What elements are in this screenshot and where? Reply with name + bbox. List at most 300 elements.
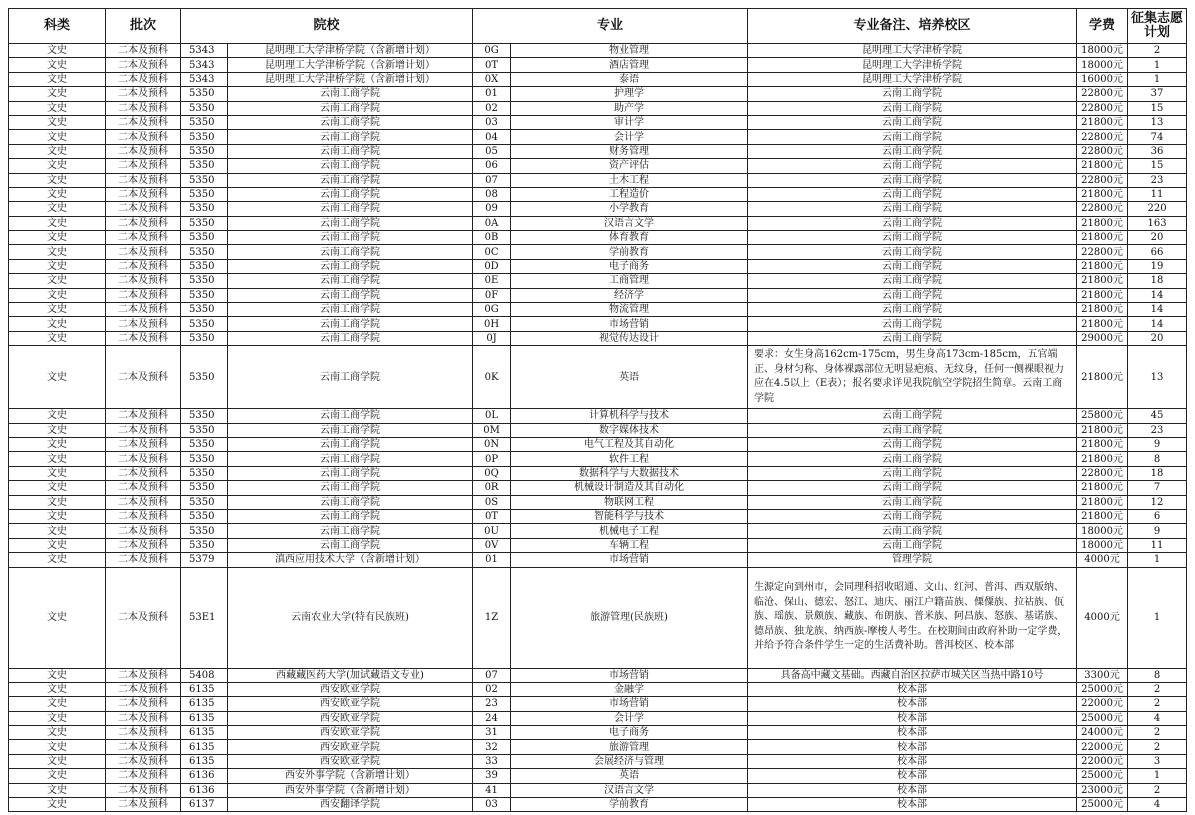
table-row	[9, 259, 1187, 273]
school-code-cell: 6135	[181, 697, 228, 711]
plan-cell: 37	[1128, 87, 1187, 101]
major-name-cell: 电气工程及其自动化	[511, 437, 748, 451]
plan-cell: 2	[1128, 783, 1187, 797]
major-name-cell: 学前教育	[511, 798, 748, 812]
school-code-cell: 5350	[181, 202, 228, 216]
major-name-cell: 助产学	[511, 101, 748, 115]
batch-cell: 二本及预科	[106, 466, 181, 480]
tuition-cell: 18000元	[1077, 538, 1128, 552]
notes-cell: 云南工商学院	[748, 481, 1077, 495]
plan-cell: 1	[1128, 58, 1187, 72]
major-name-cell: 物业管理	[511, 44, 748, 58]
plan-cell: 12	[1128, 495, 1187, 509]
header-major: 专业	[473, 9, 748, 44]
school-code-cell: 5350	[181, 538, 228, 552]
notes-cell: 云南工商学院	[748, 538, 1077, 552]
plan-cell: 15	[1128, 101, 1187, 115]
school-code-cell: 5350	[181, 245, 228, 259]
school-code-cell: 6135	[181, 682, 228, 696]
table-row	[9, 44, 1187, 58]
category-cell: 文史	[9, 754, 106, 768]
school-code-cell: 5350	[181, 130, 228, 144]
category-cell: 文史	[9, 567, 106, 668]
plan-cell: 4	[1128, 798, 1187, 812]
major-code-cell: 0Q	[473, 466, 511, 480]
school-code-cell: 5379	[181, 553, 228, 567]
header-notes: 专业备注、培养校区	[748, 9, 1077, 44]
category-cell: 文史	[9, 259, 106, 273]
category-cell: 文史	[9, 783, 106, 797]
plan-cell: 11	[1128, 187, 1187, 201]
header-row	[9, 9, 1187, 44]
school-code-cell: 5350	[181, 509, 228, 523]
major-name-cell: 市场营销	[511, 317, 748, 331]
notes-cell: 校本部	[748, 682, 1077, 696]
major-code-cell: 0G	[473, 303, 511, 317]
school-name-cell: 云南工商学院	[228, 317, 473, 331]
tuition-cell: 22000元	[1077, 754, 1128, 768]
tuition-cell: 22800元	[1077, 144, 1128, 158]
batch-cell: 二本及预科	[106, 317, 181, 331]
plan-cell: 1	[1128, 769, 1187, 783]
table-row	[9, 798, 1187, 812]
tuition-cell: 3300元	[1077, 668, 1128, 682]
tuition-cell: 21800元	[1077, 317, 1128, 331]
major-name-cell: 旅游管理	[511, 740, 748, 754]
school-name-cell: 昆明理工大学津桥学院（含新增计划）	[228, 58, 473, 72]
notes-cell: 云南工商学院	[748, 173, 1077, 187]
plan-cell: 2	[1128, 44, 1187, 58]
plan-cell: 2	[1128, 682, 1187, 696]
plan-cell: 9	[1128, 437, 1187, 451]
major-code-cell: 02	[473, 101, 511, 115]
major-code-cell: 0P	[473, 452, 511, 466]
major-name-cell: 软件工程	[511, 452, 748, 466]
batch-cell: 二本及预科	[106, 740, 181, 754]
category-cell: 文史	[9, 44, 106, 58]
category-cell: 文史	[9, 466, 106, 480]
category-cell: 文史	[9, 231, 106, 245]
notes-cell: 云南工商学院	[748, 466, 1077, 480]
table-row	[9, 87, 1187, 101]
school-code-cell: 6135	[181, 726, 228, 740]
major-code-cell: 32	[473, 740, 511, 754]
table-row	[9, 202, 1187, 216]
major-name-cell: 旅游管理(民族班)	[511, 567, 748, 668]
notes-cell: 云南工商学院	[748, 130, 1077, 144]
category-cell: 文史	[9, 524, 106, 538]
notes-cell: 校本部	[748, 754, 1077, 768]
school-name-cell: 云南工商学院	[228, 115, 473, 129]
batch-cell: 二本及预科	[106, 726, 181, 740]
tuition-cell: 21800元	[1077, 216, 1128, 230]
major-code-cell: 0H	[473, 317, 511, 331]
batch-cell: 二本及预科	[106, 173, 181, 187]
table-row	[9, 481, 1187, 495]
plan-cell: 1	[1128, 567, 1187, 668]
notes-cell: 云南工商学院	[748, 159, 1077, 173]
tuition-cell: 21800元	[1077, 115, 1128, 129]
table-row	[9, 524, 1187, 538]
school-code-cell: 6135	[181, 711, 228, 725]
major-name-cell: 汉语言文学	[511, 783, 748, 797]
tuition-cell: 21800元	[1077, 481, 1128, 495]
category-cell: 文史	[9, 452, 106, 466]
school-code-cell: 5350	[181, 437, 228, 451]
major-name-cell: 会计学	[511, 130, 748, 144]
table-row	[9, 187, 1187, 201]
batch-cell: 二本及预科	[106, 101, 181, 115]
batch-cell: 二本及预科	[106, 58, 181, 72]
plan-cell: 23	[1128, 173, 1187, 187]
major-code-cell: 0C	[473, 245, 511, 259]
enrollment-table	[8, 8, 1187, 812]
major-code-cell: 39	[473, 769, 511, 783]
table-row	[9, 231, 1187, 245]
header-batch: 批次	[106, 9, 181, 44]
notes-cell: 云南工商学院	[748, 101, 1077, 115]
school-code-cell: 5350	[181, 259, 228, 273]
school-name-cell: 西安欧亚学院	[228, 754, 473, 768]
category-cell: 文史	[9, 303, 106, 317]
notes-cell: 云南工商学院	[748, 288, 1077, 302]
plan-cell: 3	[1128, 754, 1187, 768]
batch-cell: 二本及预科	[106, 216, 181, 230]
school-code-cell: 6136	[181, 783, 228, 797]
school-name-cell: 云南工商学院	[228, 481, 473, 495]
notes-cell: 校本部	[748, 798, 1077, 812]
plan-cell: 7	[1128, 481, 1187, 495]
batch-cell: 二本及预科	[106, 115, 181, 129]
major-name-cell: 视觉传达设计	[511, 331, 748, 345]
major-code-cell: 08	[473, 187, 511, 201]
category-cell: 文史	[9, 711, 106, 725]
major-name-cell: 工商管理	[511, 274, 748, 288]
school-code-cell: 5350	[181, 346, 228, 409]
notes-cell: 云南工商学院	[748, 245, 1077, 259]
major-name-cell: 英语	[511, 346, 748, 409]
category-cell: 文史	[9, 682, 106, 696]
school-code-cell: 5343	[181, 44, 228, 58]
batch-cell: 二本及预科	[106, 481, 181, 495]
table-row	[9, 423, 1187, 437]
tuition-cell: 23000元	[1077, 783, 1128, 797]
notes-cell: 校本部	[748, 783, 1077, 797]
school-name-cell: 昆明理工大学津桥学院（含新增计划）	[228, 44, 473, 58]
table-row	[9, 668, 1187, 682]
batch-cell: 二本及预科	[106, 159, 181, 173]
major-name-cell: 物联网工程	[511, 495, 748, 509]
school-name-cell: 滇西应用技术大学（含新增计划）	[228, 553, 473, 567]
category-cell: 文史	[9, 740, 106, 754]
major-name-cell: 工程造价	[511, 187, 748, 201]
major-name-cell: 数据科学与大数据技术	[511, 466, 748, 480]
major-name-cell: 汉语言文学	[511, 216, 748, 230]
major-code-cell: 07	[473, 668, 511, 682]
school-name-cell: 云南工商学院	[228, 466, 473, 480]
major-name-cell: 金融学	[511, 682, 748, 696]
school-code-cell: 5350	[181, 317, 228, 331]
school-name-cell: 云南工商学院	[228, 101, 473, 115]
major-name-cell: 车辆工程	[511, 538, 748, 552]
category-cell: 文史	[9, 101, 106, 115]
major-code-cell: 02	[473, 682, 511, 696]
school-name-cell: 云南工商学院	[228, 288, 473, 302]
notes-cell: 云南工商学院	[748, 409, 1077, 423]
school-code-cell: 5350	[181, 524, 228, 538]
batch-cell: 二本及预科	[106, 697, 181, 711]
table-row	[9, 740, 1187, 754]
plan-cell: 20	[1128, 331, 1187, 345]
notes-cell: 校本部	[748, 726, 1077, 740]
school-code-cell: 5350	[181, 101, 228, 115]
major-code-cell: 06	[473, 159, 511, 173]
plan-cell: 19	[1128, 259, 1187, 273]
school-name-cell: 云南工商学院	[228, 173, 473, 187]
tuition-cell: 22800元	[1077, 101, 1128, 115]
tuition-cell: 18000元	[1077, 524, 1128, 538]
tuition-cell: 21800元	[1077, 423, 1128, 437]
notes-cell: 云南工商学院	[748, 202, 1077, 216]
major-code-cell: 24	[473, 711, 511, 725]
major-code-cell: 04	[473, 130, 511, 144]
batch-cell: 二本及预科	[106, 259, 181, 273]
tuition-cell: 25000元	[1077, 711, 1128, 725]
tuition-cell: 21800元	[1077, 159, 1128, 173]
tuition-cell: 25000元	[1077, 769, 1128, 783]
major-name-cell: 智能科学与技术	[511, 509, 748, 523]
tuition-cell: 4000元	[1077, 553, 1128, 567]
table-row	[9, 711, 1187, 725]
major-name-cell: 英语	[511, 769, 748, 783]
school-name-cell: 云南工商学院	[228, 538, 473, 552]
school-name-cell: 云南工商学院	[228, 216, 473, 230]
school-code-cell: 5350	[181, 231, 228, 245]
batch-cell: 二本及预科	[106, 187, 181, 201]
table-row	[9, 567, 1187, 668]
notes-cell: 校本部	[748, 711, 1077, 725]
category-cell: 文史	[9, 288, 106, 302]
plan-cell: 14	[1128, 303, 1187, 317]
category-cell: 文史	[9, 72, 106, 86]
school-code-cell: 5343	[181, 58, 228, 72]
category-cell: 文史	[9, 798, 106, 812]
tuition-cell: 24000元	[1077, 726, 1128, 740]
batch-cell: 二本及预科	[106, 754, 181, 768]
plan-cell: 13	[1128, 346, 1187, 409]
plan-cell: 8	[1128, 452, 1187, 466]
tuition-cell: 22000元	[1077, 697, 1128, 711]
major-name-cell: 机械电子工程	[511, 524, 748, 538]
major-code-cell: 0N	[473, 437, 511, 451]
school-name-cell: 西安翻译学院	[228, 798, 473, 812]
notes-cell: 云南工商学院	[748, 231, 1077, 245]
major-code-cell: 03	[473, 115, 511, 129]
school-name-cell: 云南工商学院	[228, 87, 473, 101]
tuition-cell: 21800元	[1077, 437, 1128, 451]
major-code-cell: 41	[473, 783, 511, 797]
plan-cell: 13	[1128, 115, 1187, 129]
major-code-cell: 0V	[473, 538, 511, 552]
school-name-cell: 云南工商学院	[228, 437, 473, 451]
school-name-cell: 云南工商学院	[228, 274, 473, 288]
table-row	[9, 331, 1187, 345]
school-name-cell: 云南工商学院	[228, 187, 473, 201]
plan-cell: 1	[1128, 72, 1187, 86]
major-code-cell: 05	[473, 144, 511, 158]
major-name-cell: 经济学	[511, 288, 748, 302]
table-row	[9, 115, 1187, 129]
school-name-cell: 云南工商学院	[228, 423, 473, 437]
school-name-cell: 西安外事学院（含新增计划）	[228, 769, 473, 783]
school-code-cell: 53E1	[181, 567, 228, 668]
school-name-cell: 云南工商学院	[228, 409, 473, 423]
batch-cell: 二本及预科	[106, 682, 181, 696]
school-name-cell: 云南工商学院	[228, 303, 473, 317]
category-cell: 文史	[9, 437, 106, 451]
major-code-cell: 0B	[473, 231, 511, 245]
category-cell: 文史	[9, 769, 106, 783]
major-code-cell: 0T	[473, 58, 511, 72]
school-code-cell: 5350	[181, 159, 228, 173]
major-code-cell: 23	[473, 697, 511, 711]
school-name-cell: 西安欧亚学院	[228, 682, 473, 696]
plan-cell: 9	[1128, 524, 1187, 538]
plan-cell: 20	[1128, 231, 1187, 245]
tuition-cell: 25800元	[1077, 409, 1128, 423]
table-row	[9, 303, 1187, 317]
school-name-cell: 云南工商学院	[228, 524, 473, 538]
category-cell: 文史	[9, 130, 106, 144]
tuition-cell: 21800元	[1077, 495, 1128, 509]
major-code-cell: 0M	[473, 423, 511, 437]
major-name-cell: 机械设计制造及其自动化	[511, 481, 748, 495]
major-name-cell: 市场营销	[511, 697, 748, 711]
notes-cell: 云南工商学院	[748, 317, 1077, 331]
table-row	[9, 173, 1187, 187]
batch-cell: 二本及预科	[106, 274, 181, 288]
tuition-cell: 18000元	[1077, 44, 1128, 58]
notes-cell: 具备高中藏文基础。西藏自治区拉萨市城关区当热中路10号	[748, 668, 1077, 682]
table-row	[9, 754, 1187, 768]
tuition-cell: 16000元	[1077, 72, 1128, 86]
school-name-cell: 云南工商学院	[228, 202, 473, 216]
notes-cell: 云南工商学院	[748, 216, 1077, 230]
plan-cell: 36	[1128, 144, 1187, 158]
table-row	[9, 346, 1187, 409]
school-name-cell: 云南工商学院	[228, 159, 473, 173]
school-name-cell: 云南工商学院	[228, 245, 473, 259]
table-row	[9, 682, 1187, 696]
category-cell: 文史	[9, 115, 106, 129]
school-name-cell: 西藏藏医药大学(加试藏语文专业)	[228, 668, 473, 682]
major-name-cell: 市场营销	[511, 668, 748, 682]
tuition-cell: 21800元	[1077, 452, 1128, 466]
tuition-cell: 18000元	[1077, 58, 1128, 72]
notes-cell: 云南工商学院	[748, 495, 1077, 509]
school-name-cell: 西安欧亚学院	[228, 697, 473, 711]
major-name-cell: 物流管理	[511, 303, 748, 317]
tuition-cell: 22800元	[1077, 245, 1128, 259]
major-name-cell: 泰语	[511, 72, 748, 86]
tuition-cell: 21800元	[1077, 259, 1128, 273]
plan-cell: 2	[1128, 697, 1187, 711]
major-code-cell: 0S	[473, 495, 511, 509]
school-name-cell: 云南工商学院	[228, 331, 473, 345]
table-row	[9, 538, 1187, 552]
notes-cell: 云南工商学院	[748, 259, 1077, 273]
tuition-cell: 22000元	[1077, 740, 1128, 754]
major-code-cell: 0A	[473, 216, 511, 230]
tuition-cell: 4000元	[1077, 567, 1128, 668]
major-code-cell: 0L	[473, 409, 511, 423]
major-code-cell: 0J	[473, 331, 511, 345]
notes-cell: 云南工商学院	[748, 331, 1077, 345]
school-code-cell: 6135	[181, 754, 228, 768]
batch-cell: 二本及预科	[106, 567, 181, 668]
category-cell: 文史	[9, 409, 106, 423]
major-name-cell: 财务管理	[511, 144, 748, 158]
major-code-cell: 0R	[473, 481, 511, 495]
tuition-cell: 22800元	[1077, 130, 1128, 144]
tuition-cell: 21800元	[1077, 231, 1128, 245]
major-code-cell: 0E	[473, 274, 511, 288]
batch-cell: 二本及预科	[106, 711, 181, 725]
major-name-cell: 数字媒体技术	[511, 423, 748, 437]
school-code-cell: 5350	[181, 144, 228, 158]
tuition-cell: 21800元	[1077, 303, 1128, 317]
notes-cell: 昆明理工大学津桥学院	[748, 58, 1077, 72]
category-cell: 文史	[9, 726, 106, 740]
major-name-cell: 会展经济与管理	[511, 754, 748, 768]
table-row	[9, 409, 1187, 423]
table-row	[9, 769, 1187, 783]
school-code-cell: 5350	[181, 452, 228, 466]
tuition-cell: 21800元	[1077, 288, 1128, 302]
plan-cell: 66	[1128, 245, 1187, 259]
table-row	[9, 553, 1187, 567]
batch-cell: 二本及预科	[106, 769, 181, 783]
school-code-cell: 5350	[181, 173, 228, 187]
plan-cell: 4	[1128, 711, 1187, 725]
header-category: 科类	[9, 9, 106, 44]
tuition-cell: 22800元	[1077, 173, 1128, 187]
batch-cell: 二本及预科	[106, 783, 181, 797]
batch-cell: 二本及预科	[106, 72, 181, 86]
tuition-cell: 22800元	[1077, 87, 1128, 101]
category-cell: 文史	[9, 216, 106, 230]
table-row	[9, 726, 1187, 740]
table-row	[9, 697, 1187, 711]
major-name-cell: 小学教育	[511, 202, 748, 216]
category-cell: 文史	[9, 245, 106, 259]
plan-cell: 23	[1128, 423, 1187, 437]
tuition-cell: 21800元	[1077, 509, 1128, 523]
notes-cell: 云南工商学院	[748, 187, 1077, 201]
batch-cell: 二本及预科	[106, 452, 181, 466]
batch-cell: 二本及预科	[106, 130, 181, 144]
school-code-cell: 5350	[181, 409, 228, 423]
batch-cell: 二本及预科	[106, 288, 181, 302]
header-tuition: 学费	[1077, 9, 1128, 44]
batch-cell: 二本及预科	[106, 331, 181, 345]
school-code-cell: 6137	[181, 798, 228, 812]
school-code-cell: 5343	[181, 72, 228, 86]
category-cell: 文史	[9, 423, 106, 437]
school-name-cell: 云南农业大学(特有民族班)	[228, 567, 473, 668]
notes-cell: 要求：女生身高162cm-175cm，男生身高173cm-185cm，五官端正、身材匀称、身体裸露部位无明显疤痕、无纹身，任何一侧裸眼视力应在4.5以上（E表）；报名要求详见我院航空学院招生简章。云南工商学院	[748, 346, 1077, 409]
batch-cell: 二本及预科	[106, 798, 181, 812]
